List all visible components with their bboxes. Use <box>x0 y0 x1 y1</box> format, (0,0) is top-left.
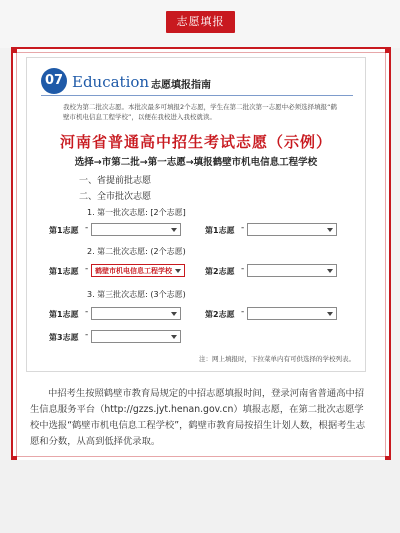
batch3-choice2-label: 第2志愿 <box>205 310 235 319</box>
section-tag: 志愿填报 <box>166 11 235 33</box>
section-provincial: 一、省提前批志愿 <box>79 176 152 186</box>
batch3-choice3-select[interactable] <box>91 330 181 343</box>
batch3-choice1-label: 第1志愿 <box>49 310 79 319</box>
chevron-down-icon <box>171 312 177 316</box>
section-citywide: 二、全市批次志愿 <box>79 192 152 202</box>
batch2-label: 2. 第二批次志愿: (2个志愿) <box>87 247 186 256</box>
batch1-label: 1. 第一批次志愿: [2个志愿] <box>87 208 186 217</box>
batch3-choice1-select[interactable] <box>91 307 181 320</box>
form-title: 河南省普通高中招生考试志愿（示例） <box>59 133 332 151</box>
chevron-down-icon <box>327 312 333 316</box>
chevron-down-icon <box>171 335 177 339</box>
dash: - <box>85 330 89 340</box>
batch3-label: 3. 第三批次志愿: (3个志愿) <box>87 290 186 299</box>
dash: - <box>85 307 89 317</box>
batch1-choice2-select[interactable] <box>247 223 337 236</box>
guide-card <box>26 57 366 372</box>
frame-corner <box>385 47 391 53</box>
batch1-choice1-select[interactable] <box>91 223 181 236</box>
frame-corner <box>11 47 17 53</box>
chevron-down-icon <box>327 228 333 232</box>
chevron-down-icon <box>171 228 177 232</box>
footnote: 注：网上填报时，下拉菜单内有可供选择的学校列表。 <box>199 355 355 363</box>
top-bar <box>0 0 400 48</box>
header-divider <box>41 95 353 96</box>
chevron-down-icon <box>175 269 181 273</box>
batch1-choice2-label: 第1志愿 <box>205 226 235 235</box>
batch3-choice2-select[interactable] <box>247 307 337 320</box>
description-paragraph: 中招考生按照鹤壁市教育局规定的中招志愿填报时间，登录河南省普通高中招生信息服务平台（http://gzzs.jyt.henan.gov.cn）填报志愿，在第二批次志愿学校中选报“鹤壁市机电信息工程学校”，鹤壁市教育局按招生计划人数，根据考生志愿和分数，从高到低择优录取。 <box>30 388 366 447</box>
batch2-choice1-label: 第1志愿 <box>49 267 79 276</box>
step-number-badge: 07 <box>41 68 67 94</box>
batch2-choice2-label: 第2志愿 <box>205 267 235 276</box>
chevron-down-icon <box>327 269 333 273</box>
dash: - <box>241 307 245 317</box>
dash: - <box>241 223 245 233</box>
guide-title: 志愿填报指南 <box>151 80 211 91</box>
form-subtitle: 选择→市第二批→第一志愿→填报鹤壁市机电信息工程学校 <box>74 157 318 168</box>
intro-text: 我校为第二批次志愿。本批次最多可填报2个志愿，学生在第二批次第一志愿中必须选择填报“鹤壁市机电信息工程学校”，以便在我校进入我校就读。 <box>63 103 338 121</box>
batch3-choice3-label: 第3志愿 <box>49 333 79 342</box>
dash: - <box>241 264 245 274</box>
dash: - <box>85 264 89 274</box>
batch2-choice2-select[interactable] <box>247 264 337 277</box>
batch1-choice1-label: 第1志愿 <box>49 226 79 235</box>
batch2-choice1-select[interactable]: 鹤壁市机电信息工程学校 <box>91 264 185 277</box>
bottom-area <box>0 460 400 533</box>
brand-text: Education <box>72 73 150 91</box>
dash: - <box>85 223 89 233</box>
